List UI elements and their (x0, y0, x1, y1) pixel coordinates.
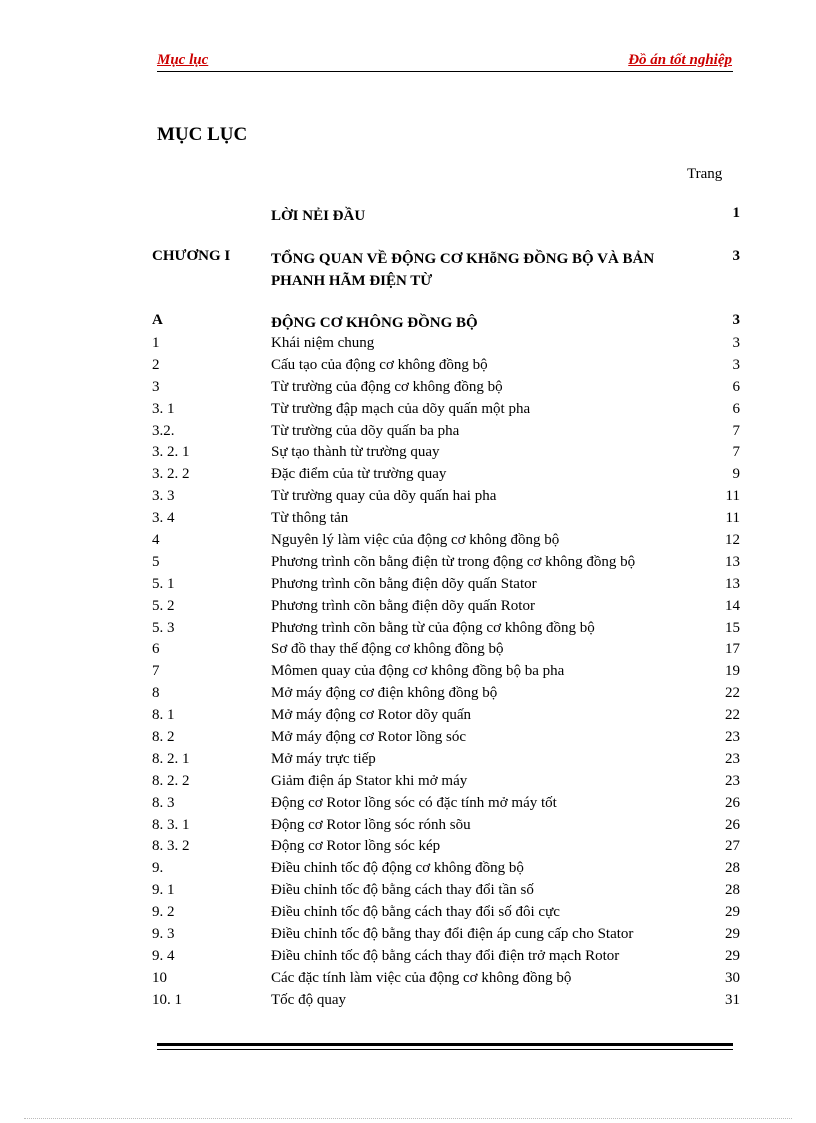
toc-chapter-row (152, 248, 740, 292)
toc-entry-number: 3 (152, 378, 160, 395)
toc-entry-row (152, 771, 740, 793)
toc-entry-page: 11 (725, 488, 740, 505)
toc-entry-page: 19 (725, 663, 740, 680)
toc-entry-number: 3. 1 (152, 400, 175, 417)
toc-entry-page: 12 (725, 532, 740, 549)
toc-entry-row (152, 793, 740, 815)
toc-entry-row (152, 552, 740, 574)
toc-entry-page: 26 (725, 794, 740, 811)
toc-entry-title: Từ trường của động cơ không đồng bộ (271, 378, 503, 395)
toc-entry-number: 3. 2. 2 (152, 466, 190, 483)
toc-entry-row (152, 990, 740, 1012)
toc-entry-row (152, 442, 740, 464)
toc-entry-row (152, 333, 740, 355)
toc-entry-number: 8. 3. 1 (152, 816, 190, 833)
toc-entry-row (152, 815, 740, 837)
toc-entry-row (152, 836, 740, 858)
toc-entry-row (152, 530, 740, 552)
toc-entry-page: 22 (725, 707, 740, 724)
toc-entry-title: Phương trình cõn bằng điện từ trong động cơ không đồng bộ (271, 553, 636, 570)
header-divider (157, 71, 733, 72)
toc-entry-title: Từ trường đập mạch của dõy quấn một pha (271, 400, 531, 417)
toc-chapter-number: CHƯƠNG I (152, 248, 231, 264)
toc-entry-number: 3. 3 (152, 488, 175, 505)
toc-entry-title: Mở máy động cơ điện không đồng bộ (271, 685, 498, 702)
toc-section-number: A (152, 312, 163, 328)
toc-entry-title: Tốc độ quay (271, 991, 346, 1008)
toc-entry-title: Điều chỉnh tốc độ động cơ không đồng bộ (271, 860, 524, 877)
toc-entry-title: Từ trường của dõy quấn ba pha (271, 422, 460, 439)
header-document-label: Đồ án tốt nghiệp (628, 52, 732, 68)
toc-entry-row (152, 464, 740, 486)
toc-entry-number: 2 (152, 356, 160, 373)
toc-entry-row (152, 355, 740, 377)
toc-entry-title: Điều chỉnh tốc độ bằng thay đổi điện áp cung cấp cho Stator (271, 926, 634, 943)
toc-section-title: ĐỘNG CƠ KHÔNG ĐỒNG BỘ (271, 315, 478, 331)
header-section-label: Mục lục (157, 52, 209, 68)
toc-entry-page: 7 (732, 444, 740, 461)
toc-entry-row (152, 880, 740, 902)
toc-entry-title: Động cơ Rotor lồng sóc rónh sõu (271, 816, 471, 833)
toc-entry-row (152, 639, 740, 661)
toc-entry-page: 9 (732, 466, 740, 483)
toc-entry-title: Động cơ Rotor lồng sóc có đặc tính mở máy tốt (271, 794, 557, 811)
toc-entry-page: 11 (725, 510, 740, 527)
toc-entry-row (152, 377, 740, 399)
toc-entry-number: 3.2. (152, 422, 175, 439)
toc-entry-row (152, 421, 740, 443)
toc-entry-page: 22 (725, 685, 740, 702)
toc-entry-page: 6 (732, 400, 740, 417)
toc-entry-page: 17 (725, 641, 740, 658)
toc-entry-page: 14 (725, 597, 740, 614)
toc-entry-title: Từ trường quay của dõy quấn hai pha (271, 488, 497, 505)
toc-entry-row (152, 727, 740, 749)
toc-entry-number: 8. 3 (152, 794, 175, 811)
toc-entry-page: 3 (732, 335, 740, 351)
toc-entry-number: 3. 2. 1 (152, 444, 190, 461)
toc-entry-page: 15 (725, 619, 740, 636)
toc-entry-number: 10 (152, 969, 167, 986)
toc-entry-page: 29 (725, 926, 740, 943)
toc-entry-number: 3. 4 (152, 510, 175, 527)
toc-entry-row (152, 902, 740, 924)
toc-entry-number: 9. 3 (152, 926, 175, 943)
toc-entry-number: 8. 3. 2 (152, 838, 190, 855)
toc-entry-page: 23 (725, 750, 740, 767)
toc-entry-row (152, 683, 740, 705)
toc-entry-number: 1 (152, 335, 160, 351)
toc-entry-page: 13 (725, 553, 740, 570)
toc-entry-title: Các đặc tính làm việc của động cơ không đồng bộ (271, 969, 572, 986)
toc-entry-number: 8. 2 (152, 729, 175, 746)
toc-entry-number: 8. 2. 2 (152, 772, 190, 789)
toc-entry-row (152, 749, 740, 771)
toc-entry-title: Phương trình cõn bằng điện dõy quấn Stator (271, 575, 537, 592)
toc-chapter-title: TỔNG QUAN VỀ ĐỘNG CƠ KHỗNG ĐỒNG BỘ VÀ BẢN PHANH HÃM ĐIỆN TỪ (271, 251, 655, 289)
toc-entry-title: Điều chỉnh tốc độ bằng cách thay đổi tần số (271, 882, 534, 899)
toc-entry-title: Phương trình cõn bằng điện dõy quấn Rotor (271, 597, 535, 614)
toc-entry-title: Nguyên lý làm việc của động cơ không đồng bộ (271, 532, 560, 549)
toc-entry-row (152, 858, 740, 880)
toc-entry-row (152, 508, 740, 530)
toc-entry-title: Khái niệm chung (271, 335, 375, 351)
toc-section-page: 3 (732, 312, 740, 328)
toc-entry-number: 4 (152, 532, 160, 549)
toc-entry-number: 5 (152, 553, 160, 570)
toc-entry-number: 5. 1 (152, 575, 175, 592)
toc-entry-page: 31 (725, 991, 740, 1008)
toc-entry-page: 28 (725, 882, 740, 899)
toc-entry-page: 23 (725, 729, 740, 746)
toc-entry-row (152, 661, 740, 683)
toc-entry-number: 6 (152, 641, 160, 658)
toc-entry-page: 3 (732, 356, 740, 373)
toc-entry-page: 28 (725, 860, 740, 877)
toc-entry-row (152, 596, 740, 618)
toc-entry-number: 10. 1 (152, 991, 182, 1008)
toc-entry-page: 27 (725, 838, 740, 855)
toc-intro-page: 1 (732, 205, 740, 221)
toc-entry-row (152, 924, 740, 946)
toc-entry-number: 7 (152, 663, 160, 680)
toc-entry-page: 29 (725, 904, 740, 921)
toc-entry-page: 30 (725, 969, 740, 986)
toc-entry-row (152, 574, 740, 596)
page-edge (24, 1118, 792, 1119)
footer-divider (157, 1043, 733, 1050)
toc-entry-row (152, 486, 740, 508)
toc-entry-row (152, 968, 740, 990)
toc-entry-title: Sự tạo thành từ trường quay (271, 444, 440, 461)
toc-entry-title: Mở máy động cơ Rotor lồng sóc (271, 729, 467, 746)
toc-entry-title: Mômen quay của động cơ không đồng bộ ba pha (271, 663, 565, 680)
toc-entry-number: 9. 1 (152, 882, 175, 899)
toc-entry-number: 9. (152, 860, 164, 877)
toc-entry-title: Giảm điện áp Stator khi mở máy (271, 772, 468, 789)
toc-entry-title: Đặc điểm của từ trường quay (271, 466, 447, 483)
toc-entry-title: Mở máy động cơ Rotor dõy quấn (271, 707, 472, 724)
toc-entry-number: 9. 4 (152, 947, 175, 964)
toc-entry-page: 29 (725, 947, 740, 964)
toc-intro-title: LỜI NẺI ĐẦU (271, 208, 366, 224)
toc-entry-number: 8. 2. 1 (152, 750, 190, 767)
toc-entry-number: 9. 2 (152, 904, 175, 921)
toc-entry-number: 5. 2 (152, 597, 175, 614)
toc-entry-row (152, 399, 740, 421)
toc-entry-number: 5. 3 (152, 619, 175, 636)
toc-entry-page: 23 (725, 772, 740, 789)
page-title: MỤC LỤC (157, 124, 248, 145)
page-column-label: Trang (687, 166, 723, 182)
toc-entry-title: Từ thông tản (271, 510, 349, 527)
toc-entry-number: 8. 1 (152, 707, 175, 724)
toc-entry-title: Mở máy trực tiếp (271, 750, 376, 767)
toc-entry-number: 8 (152, 685, 160, 702)
toc-list (152, 333, 740, 1012)
toc-entry-row (152, 618, 740, 640)
toc-entry-page: 26 (725, 816, 740, 833)
toc-entry-row (152, 946, 740, 968)
toc-entry-page: 7 (732, 422, 740, 439)
toc-entry-page: 13 (725, 575, 740, 592)
toc-entry-row (152, 705, 740, 727)
toc-entry-page: 6 (732, 378, 740, 395)
toc-entry-title: Phương trình cõn bằng từ của động cơ không đồng bộ (271, 619, 595, 636)
toc-chapter-page: 3 (732, 248, 740, 264)
toc-entry-title: Sơ đồ thay thế động cơ không đồng bộ (271, 641, 504, 658)
toc-entry-title: Động cơ Rotor lồng sóc kép (271, 838, 441, 855)
toc-entry-title: Điều chỉnh tốc độ bằng cách thay đổi số đôi cực (271, 904, 560, 921)
toc-entry-title: Cấu tạo của động cơ không đồng bộ (271, 356, 488, 373)
toc-entry-title: Điều chỉnh tốc độ bằng cách thay đổi điện trở mạch Rotor (271, 947, 620, 964)
